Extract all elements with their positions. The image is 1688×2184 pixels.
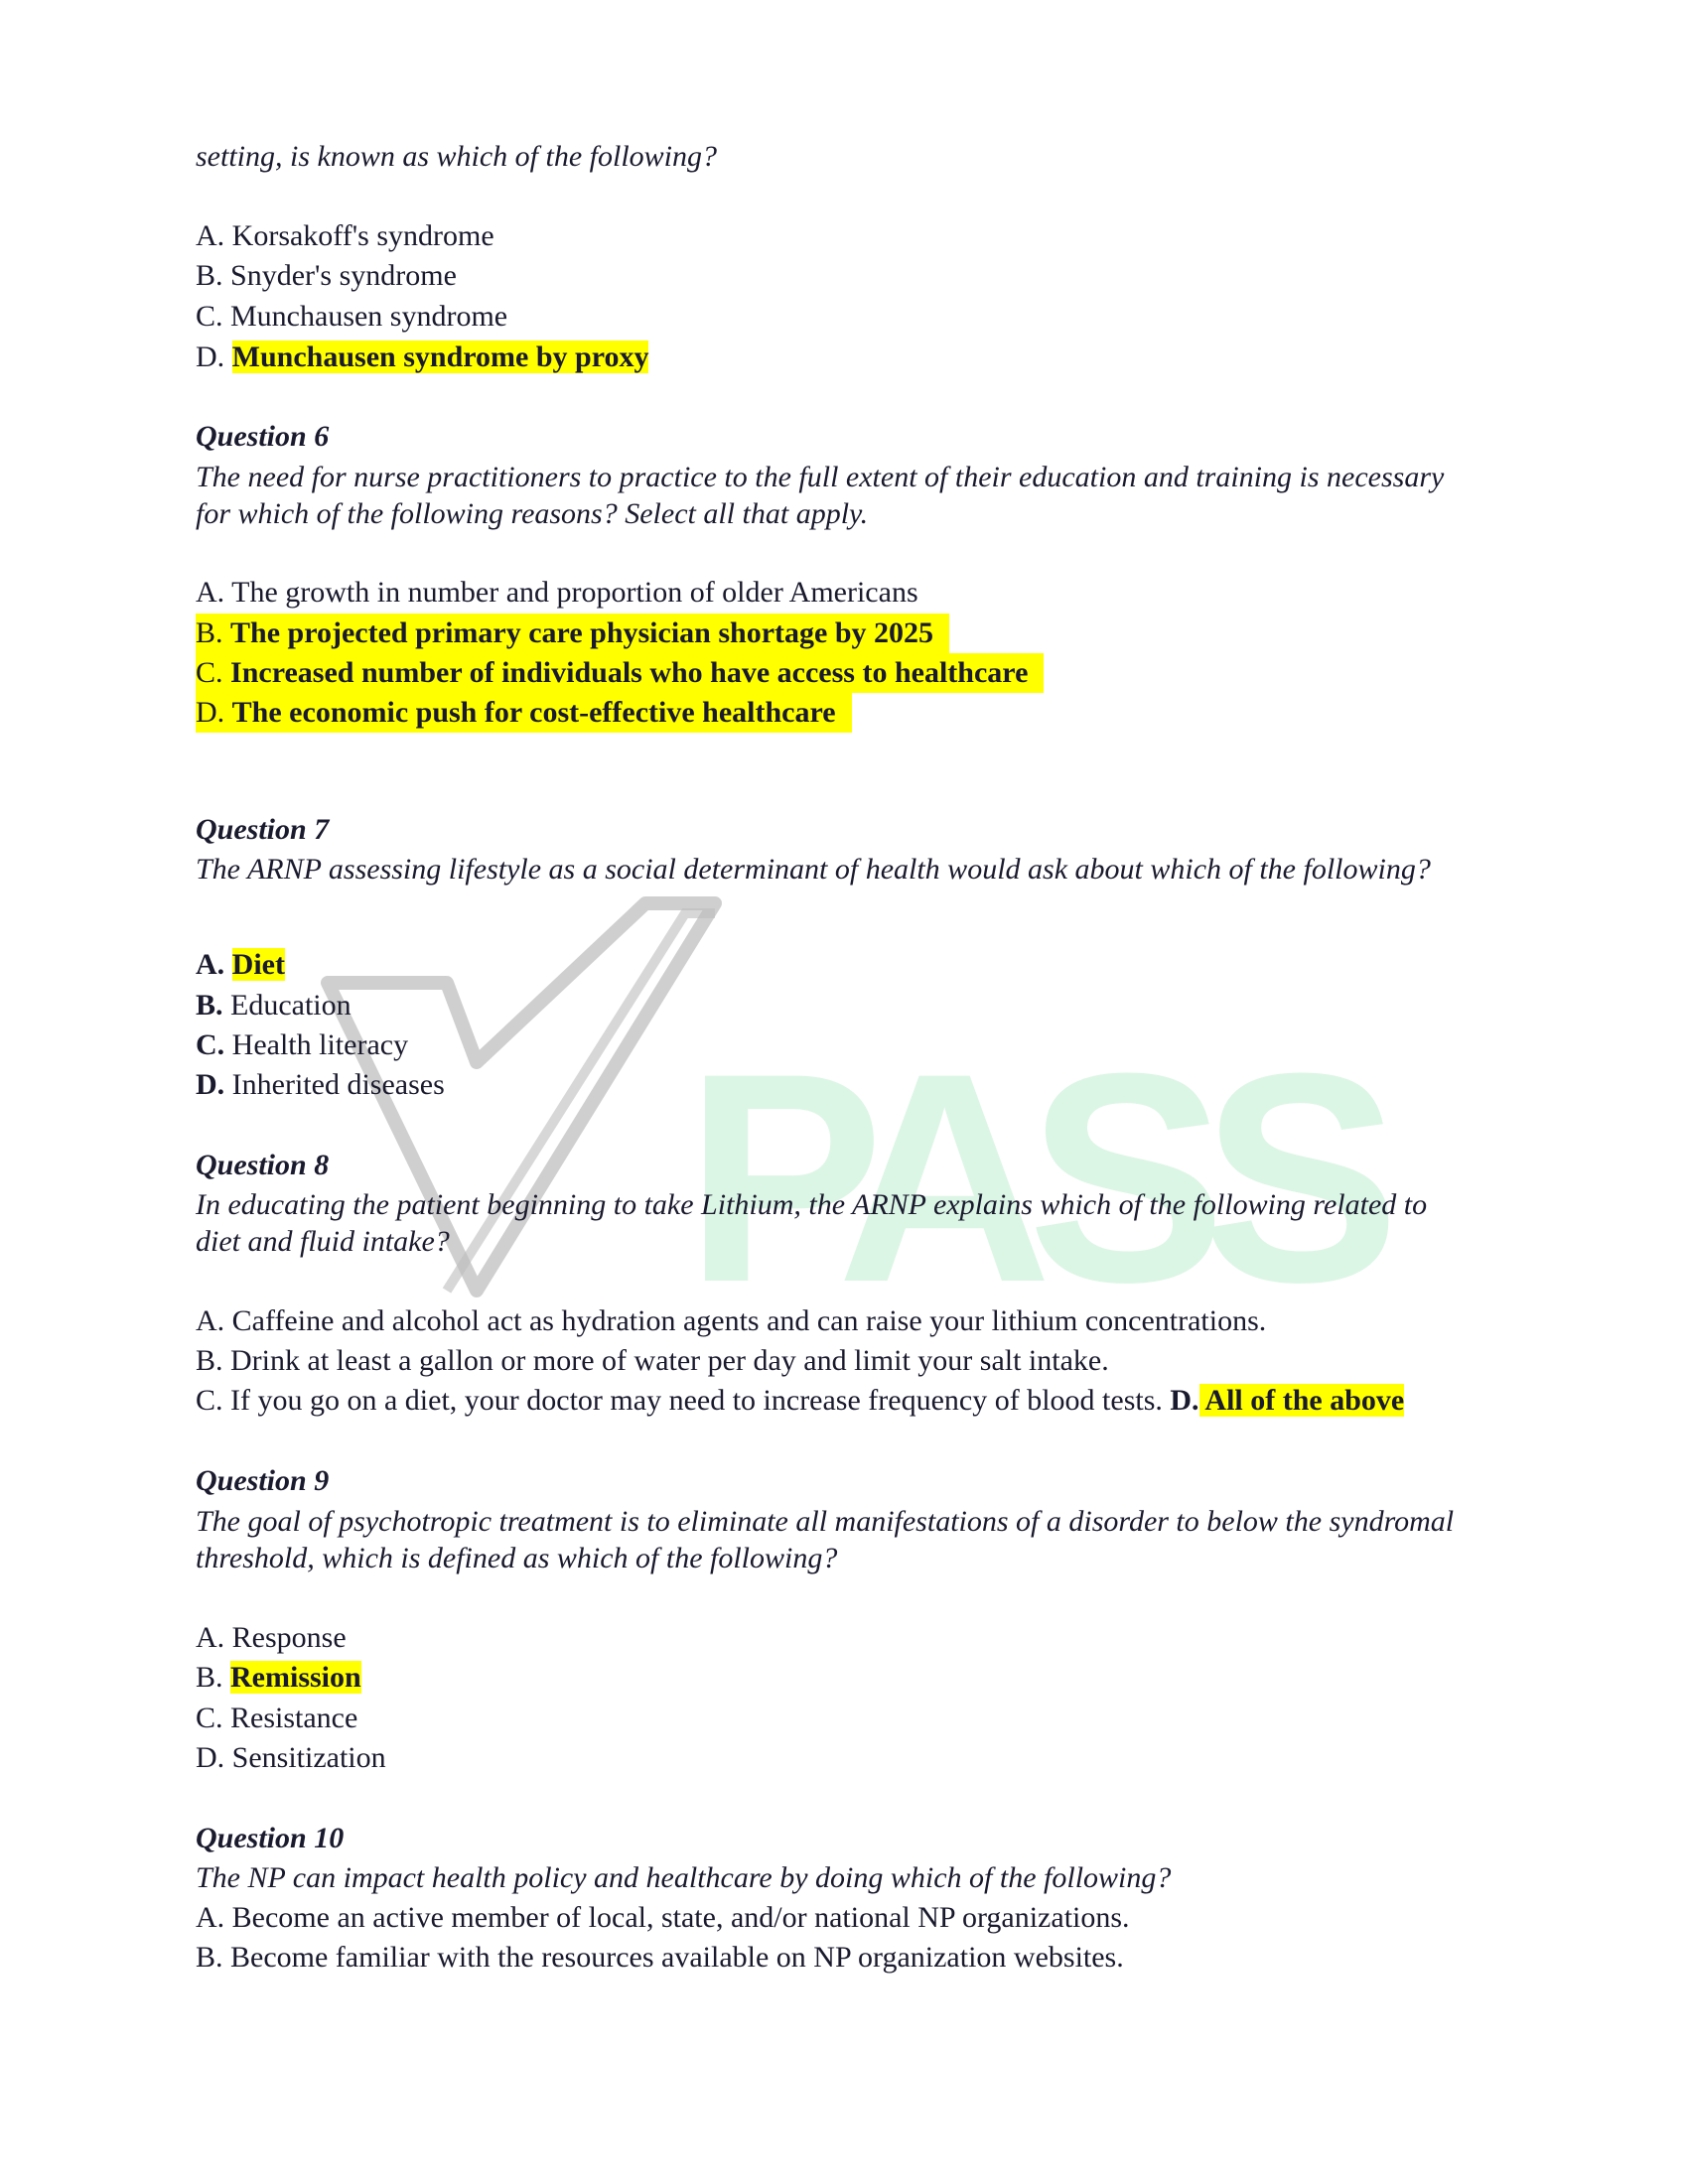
option-text: Education — [230, 989, 352, 1022]
q5-option-b: B. Snyder's syndrome — [196, 259, 457, 292]
q10-stem: The NP can impact health policy and healthcare by doing which of the following? — [196, 1861, 1172, 1894]
option-text: C. If you go on a diet, your doctor may need to increase frequency of blood tests. — [196, 1384, 1163, 1417]
option-label: C. — [196, 1028, 225, 1061]
q5-option-c: C. Munchausen syndrome — [196, 300, 508, 333]
q9-option-a: A. Response — [196, 1621, 347, 1654]
correct-answer: Increased number of individuals who have access to healthcare — [230, 656, 1029, 689]
correct-answer: Diet — [231, 948, 285, 981]
q7-option-b — [196, 986, 352, 1025]
q5-stem-end: setting, is known as which of the following? — [196, 140, 717, 173]
q8-option-c-d — [196, 1381, 1404, 1421]
option-label: D. — [196, 696, 225, 729]
option-label: B. — [196, 989, 223, 1022]
q5-option-d — [196, 338, 648, 377]
q9-option-b — [196, 1658, 361, 1698]
correct-answer-text: All of the above — [1204, 1384, 1405, 1417]
q6-stem-2: for which of the following reasons? Select all that apply. — [196, 497, 869, 530]
q10-title: Question 10 — [196, 1822, 345, 1854]
q7-option-a — [196, 945, 285, 985]
option-label: D. — [1170, 1384, 1199, 1417]
option-label: C. — [196, 656, 223, 689]
option-label: B. — [196, 616, 223, 649]
q8-stem-2: diet and fluid intake? — [196, 1225, 450, 1258]
watermark-text: PASS — [685, 1011, 1400, 1344]
q8-option-a: A. Caffeine and alcohol act as hydration agents and can raise your lithium concentrations. — [196, 1304, 1267, 1337]
q6-stem-1: The need for nurse practitioners to practice to the full extent of their education and training is necessary — [196, 461, 1445, 493]
q7-option-c — [196, 1025, 408, 1065]
option-text: Health literacy — [231, 1028, 409, 1061]
q10-option-b: B. Become familiar with the resources available on NP organization websites. — [196, 1941, 1124, 1974]
q9-stem-1: The goal of psychotropic treatment is to eliminate all manifestations of a disorder to below the syndromal — [196, 1505, 1455, 1538]
q8-stem-1: In educating the patient beginning to take Lithium, the ARNP explains which of the following related to — [196, 1188, 1428, 1221]
correct-answer — [1199, 1384, 1405, 1417]
q6-option-a: A. The growth in number and proportion of older Americans — [196, 576, 918, 609]
option-text: Inherited diseases — [231, 1068, 445, 1101]
q7-title: Question 7 — [196, 813, 330, 846]
q6-title: Question 6 — [196, 420, 330, 453]
correct-answer: The economic push for cost-effective healthcare — [231, 696, 836, 729]
q7-option-d — [196, 1065, 445, 1105]
q8-option-b: B. Drink at least a gallon or more of water per day and limit your salt intake. — [196, 1344, 1109, 1377]
q7-stem: The ARNP assessing lifestyle as a social determinant of health would ask about which of the following? — [196, 853, 1431, 886]
q6-option-b — [196, 614, 949, 653]
q9-option-d: D. Sensitization — [196, 1741, 386, 1774]
correct-answer: The projected primary care physician shortage by 2025 — [230, 616, 934, 649]
q10-option-a: A. Become an active member of local, state, and/or national NP organizations. — [196, 1901, 1130, 1934]
option-label: D. — [196, 1068, 225, 1101]
option-label: D. — [196, 341, 225, 373]
correct-answer: Remission — [230, 1661, 361, 1694]
q9-option-c: C. Resistance — [196, 1702, 358, 1734]
q6-option-c — [196, 653, 1044, 693]
q6-option-d — [196, 693, 852, 733]
q5-option-a: A. Korsakoff's syndrome — [196, 219, 494, 252]
correct-answer: Munchausen syndrome by proxy — [231, 341, 649, 373]
q9-title: Question 9 — [196, 1464, 330, 1497]
q9-stem-2: threshold, which is defined as which of the following? — [196, 1542, 838, 1574]
option-label: A. — [196, 948, 225, 981]
option-label: B. — [196, 1661, 223, 1694]
q8-title: Question 8 — [196, 1149, 330, 1181]
